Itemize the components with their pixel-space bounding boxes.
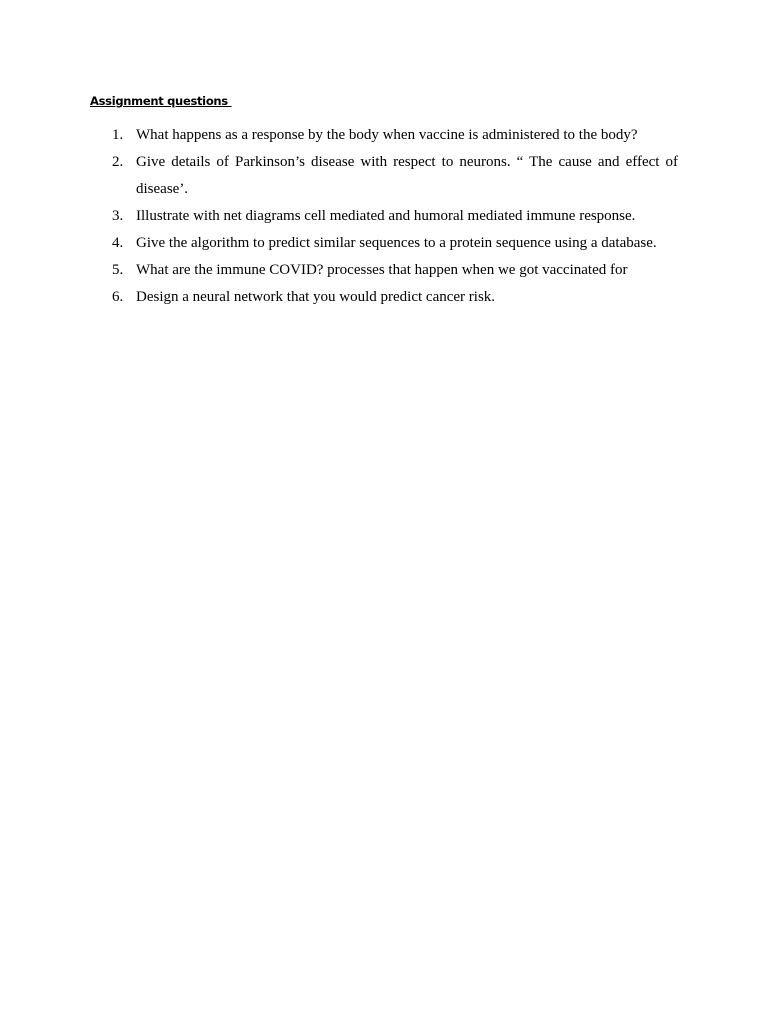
question-number: 3. <box>112 208 124 224</box>
question-text: Give the algorithm to predict similar sequences to a protein sequence using a database. <box>136 235 657 251</box>
question-text: Illustrate with net diagrams cell mediated and humoral mediated immune response. <box>136 208 636 224</box>
question-number: 6. <box>112 289 124 305</box>
question-number: 5. <box>112 262 124 278</box>
question-item-5 <box>90 257 678 284</box>
document-heading: Assignment questions <box>90 94 232 108</box>
question-item-2 <box>90 149 678 203</box>
question-text: Give details of Parkinson’s disease with respect to neurons. “ The cause and effect of disease’. <box>136 154 678 197</box>
question-item-3 <box>90 203 678 230</box>
question-text: What happens as a response by the body when vaccine is administered to the body? <box>136 127 638 143</box>
question-number: 2. <box>112 154 124 170</box>
question-number: 1. <box>112 127 124 143</box>
question-number: 4. <box>112 235 124 251</box>
question-item-1 <box>90 122 678 149</box>
question-text: Design a neural network that you would predict cancer risk. <box>136 289 496 305</box>
question-item-4 <box>90 230 678 257</box>
question-item-6 <box>90 284 678 311</box>
question-text: What are the immune COVID? processes that happen when we got vaccinated for <box>136 262 628 278</box>
questions-list <box>90 122 678 311</box>
